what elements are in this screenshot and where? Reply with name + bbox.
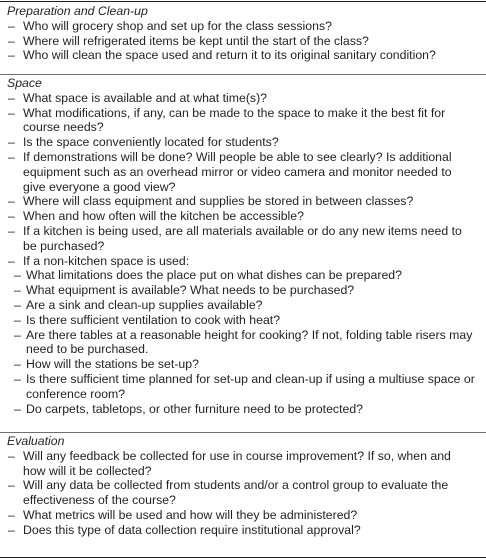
sub-item-list [12,268,476,416]
section-space [0,76,486,416]
list-item: – Who will grocery shop and set up for the class sessions? [4,19,476,34]
sub-list-item: – Is there sufficient ventilation to cook with heat? [12,313,476,328]
list-item: – Who will clean the space used and return it to its original sanitary condition? [4,48,476,63]
section-title: Space [7,76,42,90]
list-item: – What metrics will be used and how will they be administered? [4,508,476,523]
list-item: – If a non-kitchen space is used: [4,254,476,269]
section-evaluation [0,434,486,538]
section-title: Preparation and Clean-up [7,4,148,18]
section-preparation-cleanup [0,4,486,63]
item-list [4,91,476,269]
list-item: – Where will refrigerated items be kept until the start of the class? [4,34,476,49]
list-item: – What modifications, if any, can be made to the space to make it the best fit for course needs? [4,106,476,136]
bottom-rule [0,557,486,558]
list-item: – What space is available and at what time(s)? [4,91,476,106]
sub-list-item: – How will the stations be set-up? [12,357,476,372]
sub-list-item: – Are there tables at a reasonable height for cooking? If not, folding table risers may need to be purchased. [12,328,476,358]
sub-list-item: – What limitations does the place put on what dishes can be prepared? [12,268,476,283]
list-item: – If demonstrations will be done? Will people be able to see clearly? Is additional equipment such as an overhead mirror or video camera and monitor needed to give everyone a good view? [4,150,476,194]
section-title: Evaluation [7,434,65,448]
top-rule [0,1,486,2]
list-item: – Will any data be collected from students and/or a control group to evaluate the effectiveness of the course? [4,478,476,508]
item-list [4,449,476,538]
list-item: – Is the space conveniently located for students? [4,135,476,150]
sub-list-item: – Are a sink and clean-up supplies available? [12,298,476,313]
sub-list-item: – Do carpets, tabletops, or other furniture need to be protected? [12,402,476,417]
sub-list-item: – What equipment is available? What needs to be purchased? [12,283,476,298]
list-item: – When and how often will the kitchen be accessible? [4,209,476,224]
section-divider [0,432,486,433]
sub-list-item: – Is there sufficient time planned for set-up and clean-up if using a multiuse space or conference room? [12,372,476,402]
list-item: – Will any feedback be collected for use in course improvement? If so, when and how will it be collected? [4,449,476,479]
list-item: – Where will class equipment and supplies be stored in between classes? [4,194,476,209]
item-list [4,19,476,63]
section-divider [0,74,486,75]
list-item: – Does this type of data collection require institutional approval? [4,523,476,538]
list-item: – If a kitchen is being used, are all materials available or do any new items need to be purchased? [4,224,476,254]
